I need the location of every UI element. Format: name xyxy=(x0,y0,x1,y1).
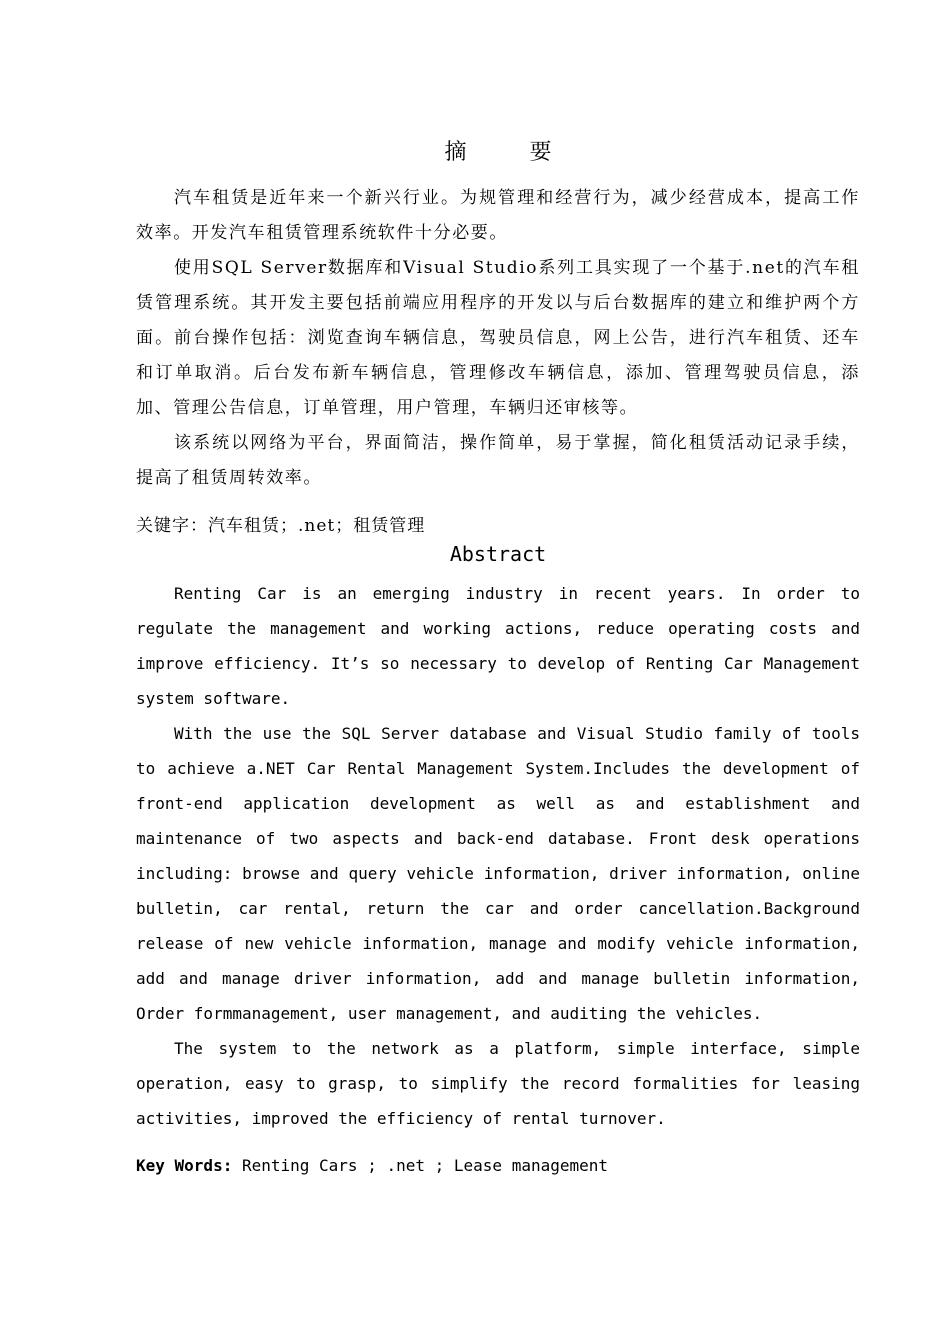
abstract-en-keywords xyxy=(136,1152,860,1180)
abstract-en-paragraph-2: With the use the SQL Server database and Visual Studio family of tools to achieve a.NET Car Rental Management System.Includes the development of front-end application development as well as and establishment and maintenance of two aspects and back-end database. Front desk operations including: browse and query vehicle information, driver information, online bulletin, car rental, return the car and order cancellation.Background release of new vehicle information, manage and modify vehicle information, add and manage driver information, add and manage bulletin information, Order formmanagement, user management, and auditing the vehicles. xyxy=(136,724,860,1023)
abstract-en-keywords-value: Renting Cars ; .net ; Lease management xyxy=(241,1156,609,1175)
abstract-en-paragraph-1: Renting Car is an emerging industry in recent years. In order to regulate the management and working actions, reduce operating costs and improve efficiency. It’s so necessary to develop of Renting Car Management system software. xyxy=(136,584,860,708)
abstract-cn-keywords-value: 汽车租赁；.net；租赁管理 xyxy=(208,516,426,536)
abstract-en-keywords-label: Key Words: xyxy=(136,1156,233,1175)
abstract-en-body xyxy=(136,576,860,1136)
abstract-cn-paragraph-2: 使用SQL Server数据库和Visual Studio系列工具实现了一个基于.net的汽车租赁管理系统。其开发主要包括前端应用程序的开发以与后台数据库的建立和维护两个方面。前台操作包括：浏览查询车辆信息，驾驶员信息，网上公告，进行汽车租赁、还车和订单取消。后台发布新车辆信息，管理修改车辆信息，添加、管理驾驶员信息，添加、管理公告信息，订单管理，用户管理，车辆归还审核等。 xyxy=(136,258,860,418)
abstract-cn-paragraph-3: 该系统以网络为平台，界面简洁，操作简单，易于掌握，简化租赁活动记录手续，提高了租赁周转效率。 xyxy=(136,433,860,488)
abstract-cn-keywords xyxy=(136,512,860,540)
abstract-en-paragraph-3: The system to the network as a platform, simple interface, simple operation, easy to grasp, to simplify the record formalities for leasing activities, improved the efficiency of rental turnover. xyxy=(136,1039,860,1128)
abstract-cn-body xyxy=(136,181,860,496)
abstract-cn-title: 摘 要 xyxy=(444,140,580,165)
abstract-cn-paragraph-1: 汽车租赁是近年来一个新兴行业。为规管理和经营行为，减少经营成本，提高工作效率。开发汽车租赁管理系统软件十分必要。 xyxy=(136,188,860,243)
abstract-cn-keywords-label: 关键字： xyxy=(136,516,208,536)
abstract-en-title: Abstract xyxy=(449,542,547,566)
